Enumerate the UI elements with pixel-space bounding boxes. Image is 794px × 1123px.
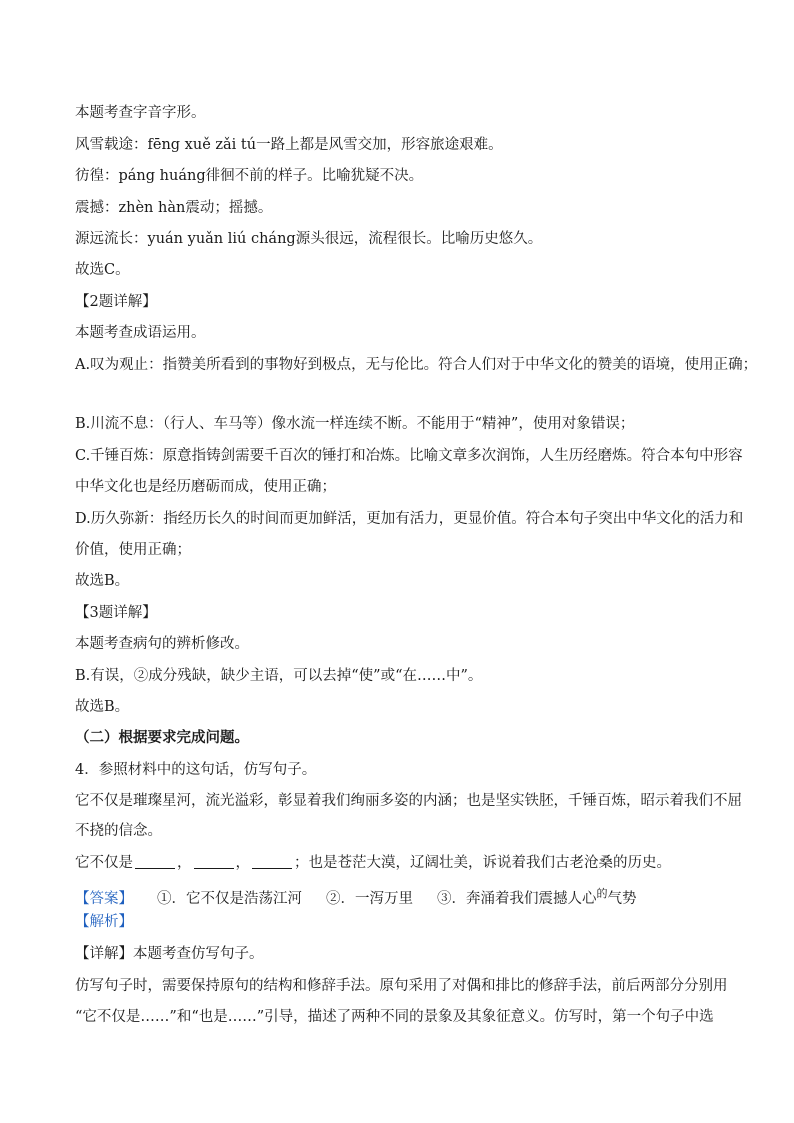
text-line: “它不仅是……”和“也是……”引导，描述了两种不同的景象及其象征意义。仿写时，第一个句子中选	[75, 1009, 714, 1025]
answer-item: ②．一泻万里	[326, 891, 413, 907]
text-line: B.有误，②成分残缺，缺少主语，可以去掉“使”或“在……中”。	[75, 668, 483, 684]
answer-item-small: 的	[596, 887, 608, 900]
answer-item: ③．奔涌着我们震撼人心	[437, 891, 597, 907]
text-line: 不挠的信念。	[75, 823, 162, 839]
text-line: 本题考查病句的辨析修改。	[75, 636, 249, 652]
text-line: 【详解】本题考查仿写句子。	[75, 946, 264, 962]
answer-line	[75, 884, 637, 909]
text-line: 彷徨：páng huáng徘徊不前的样子。比喻犹疑不决。	[75, 168, 424, 184]
text-line: A.叹为观止：指赞美所看到的事物好到极点，无与伦比。符合人们对于中华文化的赞美的语境，使用正确；	[75, 357, 758, 373]
question-line: 4．参照材料中的这句话，仿写句子。	[75, 762, 317, 778]
answer-label: 【答案】	[75, 891, 133, 907]
text-line: 风雪载途：fēng xuě zǎi tú一路上都是风雪交加，形容旅途艰难。	[75, 137, 503, 153]
fill-in-line: 它不仅是 ， ， ；也是苍茫大漠，辽阔壮美，诉说着我们古老沧桑的历史。	[75, 855, 671, 871]
text-line: 故选C。	[75, 262, 130, 278]
text-line: 中华文化也是经历磨砺而成，使用正确；	[75, 479, 336, 495]
answer-blank	[194, 854, 234, 869]
answer-item: ①．它不仅是浩荡江河	[157, 891, 302, 907]
text-line: B.川流不息：（行人、车马等）像水流一样连续不断。不能用于“精神”，使用对象错误；	[75, 416, 635, 432]
answer-blank	[252, 854, 292, 869]
text-line: 仿写句子时，需要保持原句的结构和修辞手法。原句采用了对偶和排比的修辞手法，前后两部分分别用	[75, 978, 728, 994]
text-line: 价值，使用正确；	[75, 542, 191, 558]
text-line: 故选B。	[75, 699, 130, 715]
part-heading: （二）根据要求完成问题。	[75, 729, 249, 746]
answer-item: 气势	[607, 891, 637, 907]
text-line: 本题考查成语运用。	[75, 325, 206, 341]
text-line: 源远流长：yuán yuǎn liú cháng源头很远，流程很长。比喻历史悠久。	[75, 231, 543, 247]
section-heading: 【3题详解】	[75, 605, 157, 621]
text-line: C.千锤百炼：原意指铸剑需要千百次的锤打和冶炼。比喻文章多次润饰，人生历经磨炼。符合本句中形容	[75, 448, 743, 464]
text-line: D.历久弥新：指经历长久的时间而更加鲜活，更加有活力，更显价值。符合本句子突出中华文化的活力和	[75, 511, 744, 527]
fill-in-prefix: 它不仅是	[75, 855, 133, 871]
text-line: 故选B。	[75, 573, 130, 589]
fill-in-suffix: ；也是苍茫大漠，辽阔壮美，诉说着我们古老沧桑的历史。	[294, 855, 671, 871]
answer-blank	[135, 854, 175, 869]
text-line: 本题考查字音字形。	[75, 105, 206, 121]
analysis-label: 【解析】	[75, 914, 133, 930]
text-line: 它不仅是璀璨星河，流光溢彩，彰显着我们绚丽多姿的内涵；也是坚实铁胚，千锤百炼，昭示着我们不屈	[75, 793, 742, 809]
text-line: 震撼：zhèn hàn震动；摇撼。	[75, 200, 273, 216]
section-heading: 【2题详解】	[75, 294, 157, 310]
